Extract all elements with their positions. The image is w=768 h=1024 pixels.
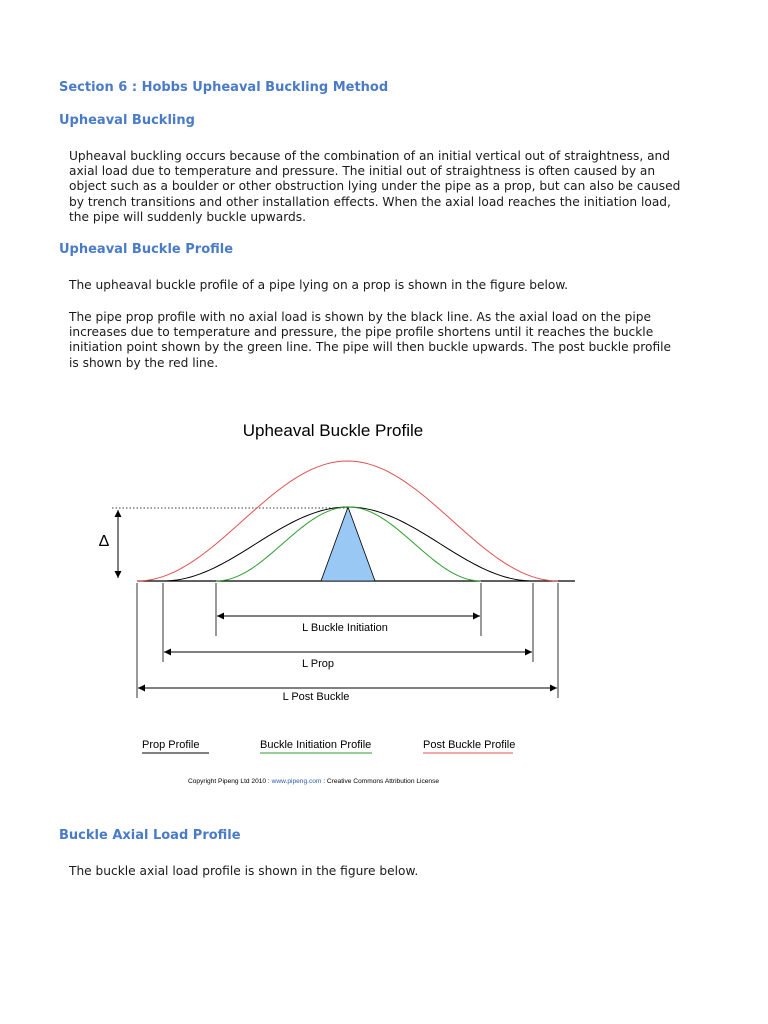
section-title: Section 6 : Hobbs Upheaval Buckling Method (59, 80, 389, 95)
dim-label-post: L Post Buckle (282, 691, 350, 703)
text-line: The pipe prop profile with no axial load is shown by the black line. As the axial load on the pipe (69, 310, 652, 324)
paragraph-profile-description (69, 310, 709, 371)
figure-canvas (0, 400, 768, 800)
heading-upheaval-buckling: Upheaval Buckling (59, 113, 195, 128)
copyright-suffix: : Creative Commons Attribution License (321, 778, 440, 785)
heading-buckle-axial-load-profile: Buckle Axial Load Profile (59, 828, 241, 843)
text-line: is shown by the red line. (69, 355, 219, 370)
copyright-link[interactable]: www.pipeng.com (271, 778, 322, 785)
delta-label: Δ (98, 533, 110, 550)
paragraph-axial-load (69, 864, 709, 879)
upheaval-buckle-figure (0, 400, 768, 800)
legend-prop-label: Prop Profile (142, 739, 200, 751)
legend-post-label: Post Buckle Profile (423, 739, 516, 751)
prop-triangle (321, 507, 375, 581)
legend-initiation-label: Buckle Initiation Profile (260, 739, 372, 751)
paragraph-upheaval-buckling (69, 149, 709, 225)
text-line: Upheaval buckling occurs because of the combination of an initial vertical out of straightness, and (69, 149, 671, 163)
copyright-note (188, 778, 439, 785)
paragraph-profile-intro (69, 278, 709, 293)
figure-title: Upheaval Buckle Profile (242, 421, 424, 440)
dim-label-initiation: L Buckle Initiation (302, 622, 388, 634)
text-line: object such as a boulder or other obstruction lying under the pipe as a prop, but can also be caused (69, 179, 681, 194)
text-line: initiation point shown by the green line. The pipe will then buckle upwards. The post buckle profile (69, 340, 672, 355)
text-line: axial load due to temperature and pressure. The initial out of straightness is often caused by an (69, 164, 656, 179)
copyright-prefix: Copyright Pipeng Ltd 2010 : (188, 778, 272, 785)
text-line: The buckle axial load profile is shown in the figure below. (69, 864, 419, 878)
dim-label-prop: L Prop (301, 658, 335, 670)
text-line: The upheaval buckle profile of a pipe lying on a prop is shown in the figure below. (69, 278, 569, 292)
heading-upheaval-buckle-profile: Upheaval Buckle Profile (59, 242, 234, 257)
text-line: by trench transitions and other installation effects. When the axial load reaches the initiation load, (69, 194, 671, 209)
text-line: increases due to temperature and pressure, the pipe profile shortens until it reaches the buckle (69, 325, 654, 340)
text-line: the pipe will suddenly buckle upwards. (69, 209, 306, 224)
